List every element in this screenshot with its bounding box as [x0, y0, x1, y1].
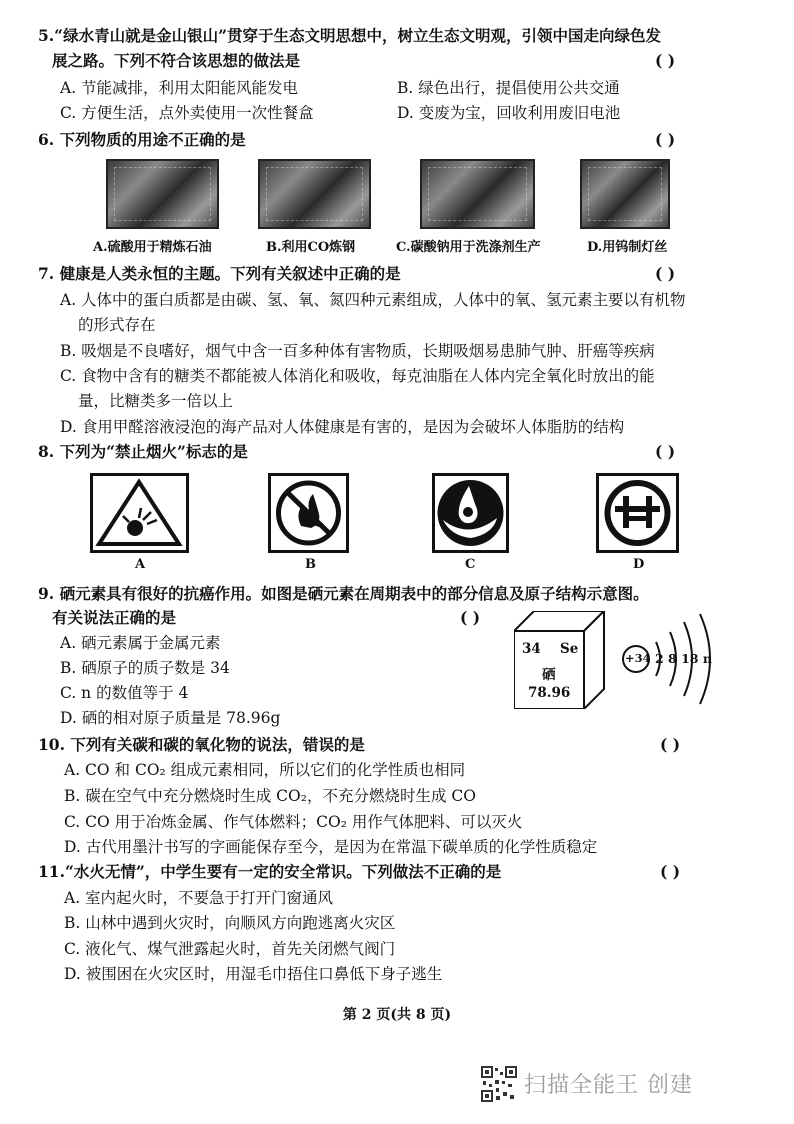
- q9-atomic-number: 34: [522, 641, 541, 657]
- q10-option-d: D. 古代用墨汁书写的字画能保存至今，是因为在常温下碳单质的化学性质稳定: [64, 838, 598, 856]
- page-footer: 第 2 页(共 8 页): [342, 1007, 452, 1023]
- q9-element-name: 硒: [542, 667, 556, 683]
- q6-photo-b: [258, 159, 371, 229]
- scanner-watermark: 扫描全能王 创建: [524, 1073, 693, 1098]
- q7-stem: 7. 健康是人类永恒的主题。下列有关叙述中正确的是: [38, 264, 401, 283]
- q10-option-b: B. 碳在空气中充分燃烧时生成 CO₂，不充分燃烧时生成 CO: [64, 787, 476, 805]
- q10-option-a: A. CO 和 CO₂ 组成元素相同，所以它们的化学性质也相同: [64, 761, 466, 779]
- q5-stem-line2: 展之路。下列不符合该思想的做法是: [52, 51, 301, 70]
- q6-caption-b: B.利用CO炼钢: [266, 240, 356, 255]
- q10-option-c: C. CO 用于冶炼金属、作气体燃料；CO₂ 用作气体肥料、可以灭火: [64, 813, 523, 831]
- q8-stem: 8. 下列为“禁止烟火”标志的是: [38, 442, 248, 461]
- q11-option-c: C. 液化气、煤气泄露起火时，首先关闭燃气阀门: [64, 940, 396, 958]
- q5-option-c: C. 方便生活，点外卖使用一次性餐盒: [60, 104, 314, 122]
- q9-element-symbol: Se: [560, 641, 579, 657]
- q7-answer-bracket: ( ): [655, 264, 676, 283]
- q6-answer-bracket: ( ): [655, 130, 676, 149]
- q8-label-d: D: [633, 557, 645, 572]
- qr-code-icon: [481, 1066, 517, 1102]
- q6-photo-d: [580, 159, 670, 229]
- q11-option-a: A. 室内起火时，不要急于打开门窗通风: [64, 889, 334, 907]
- q7-option-a-line2: 的形式存在: [78, 316, 156, 334]
- q9-option-b: B. 硒原子的质子数是 34: [60, 659, 230, 677]
- q11-option-b: B. 山林中遇到火灾时，向顺风方向跑逃离火灾区: [64, 914, 396, 932]
- q7-option-a-line1: A. 人体中的蛋白质都是由碳、氢、氧、氮四种元素组成，人体中的氧、氢元素主要以有机物: [60, 291, 686, 309]
- q8-answer-bracket: ( ): [655, 442, 676, 461]
- q9-stem-line2: 有关说法正确的是: [52, 608, 177, 627]
- q11-option-d: D. 被围困在火灾区时，用湿毛巾捂住口鼻低下身子逃生: [64, 965, 443, 983]
- q6-stem: 6. 下列物质的用途不正确的是: [38, 130, 246, 149]
- q9-option-c: C. n 的数值等于 4: [60, 684, 189, 702]
- q9-atomic-mass: 78.96: [528, 685, 571, 701]
- q8-sign-a-explosive-icon: [90, 473, 189, 553]
- q8-sign-c-water-icon: [432, 473, 509, 553]
- q11-stem: 11.“水火无情”，中学生要有一定的安全常识。下列做法不正确的是: [38, 862, 502, 881]
- q7-option-c-line1: C. 食物中含有的糖类不都能被人体消化和吸收，每克油脂在人体内完全氧化时放出的能: [60, 367, 655, 385]
- q7-option-c-line2: 量，比糖类多一倍以上: [78, 392, 234, 410]
- q5-answer-bracket: ( ): [655, 51, 676, 70]
- q8-sign-d-emblem-icon: [596, 473, 679, 553]
- q11-answer-bracket: ( ): [660, 862, 681, 881]
- q9-answer-bracket: ( ): [460, 608, 481, 627]
- q6-caption-d: D.用钨制灯丝: [587, 240, 668, 255]
- q6-photo-a: [106, 159, 219, 229]
- q8-label-c: C: [465, 557, 476, 572]
- q8-sign-b-no-fire-icon: [268, 473, 349, 553]
- q6-caption-a: A.硫酸用于精炼石油: [93, 240, 212, 255]
- q8-label-a: A: [135, 557, 146, 572]
- q5-option-d: D. 变废为宝，回收利用废旧电池: [397, 104, 621, 122]
- q9-stem-line1: 9. 硒元素具有很好的抗癌作用。如图是硒元素在周期表中的部分信息及原子结构示意图。: [38, 584, 649, 603]
- q5-stem-line1: 5.“绿水青山就是金山银山”贯穿于生态文明思想中，树立生态文明观，引领中国走向绿色发: [38, 26, 662, 45]
- q5-option-a: A. 节能减排，利用太阳能风能发电: [60, 79, 299, 97]
- q5-option-b: B. 绿色出行，提倡使用公共交通: [397, 79, 620, 97]
- q6-caption-c: C.碳酸钠用于洗涤剂生产: [396, 240, 541, 255]
- q6-photo-c: [420, 159, 535, 229]
- q9-option-d: D. 硒的相对原子质量是 78.96g: [60, 709, 281, 727]
- q7-option-d: D. 食用甲醛溶液浸泡的海产品对人体健康是有害的，是因为会破坏人体脂肪的结构: [60, 418, 625, 436]
- q10-answer-bracket: ( ): [660, 735, 681, 754]
- q9-element-cell: [514, 611, 606, 709]
- q9-electron-shells: 2 8 18 n: [655, 651, 712, 666]
- q8-label-b: B: [305, 557, 316, 572]
- q9-atom-structure-diagram: [620, 600, 732, 718]
- q10-stem: 10. 下列有关碳和碳的氧化物的说法，错误的是: [38, 735, 365, 754]
- q9-nucleus-charge: +34: [625, 651, 651, 665]
- q7-option-b: B. 吸烟是不良嗜好，烟气中含一百多种体有害物质，长期吸烟易患肺气肿、肝癌等疾病: [60, 342, 655, 360]
- q9-option-a: A. 硒元素属于金属元素: [60, 634, 221, 652]
